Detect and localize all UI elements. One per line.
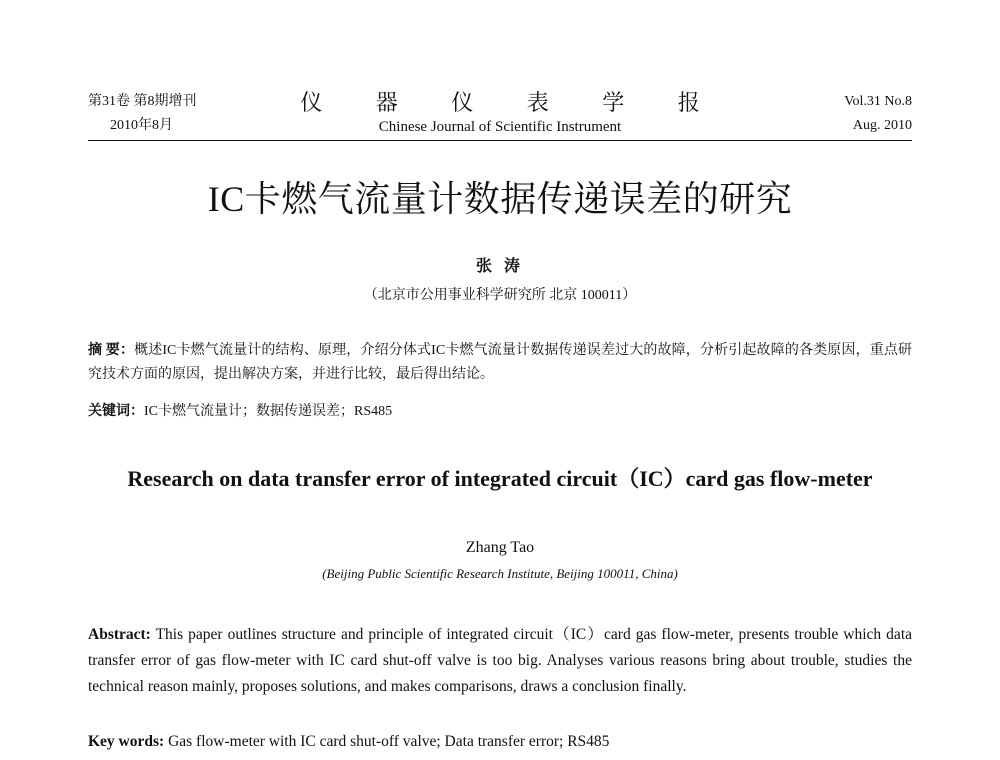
paper-title-cn: IC卡燃气流量计数据传递误差的研究 (207, 179, 793, 219)
abstract-text-en: This paper outlines structure and principle of integrated circuit（IC）card gas flow-meter, presents trouble which data transfer error of gas flow-meter with IC card shut-off valve is too big. Analyses various reasons bring about trouble, studies the technical reason mainly, proposes solutions, and makes comparisons, draws a conclusion finally. (88, 626, 912, 695)
publication-date-en: Aug. 2010 (852, 118, 912, 133)
keywords-cn (88, 401, 912, 423)
affiliation-cn: （北京市公用事业科学研究所 北京 100011） (363, 288, 637, 303)
abstract-cn (88, 339, 912, 387)
paper-title-en: Research on data transfer error of integrated circuit（IC）card gas flow-meter (127, 466, 873, 491)
journal-header (88, 90, 912, 140)
volume-issue: 第31卷 第8期增刊 (88, 94, 197, 109)
journal-name (88, 90, 912, 138)
keywords-text-cn: IC卡燃气流量计；数据传递误差；RS485 (144, 404, 393, 419)
abstract-label-cn: 摘 要： (88, 343, 135, 358)
abstract-label-en: Abstract: (88, 626, 151, 643)
affiliation-en: (Beijing Public Scientific Research Institute, Beijing 100011, China) (322, 566, 678, 581)
author-en: Zhang Tao (465, 539, 535, 556)
abstract-text-cn: 概述IC卡燃气流量计的结构、原理，介绍分体式IC卡燃气流量计数据传递误差过大的故障，分析引起故障的各类原因，重点研究技术方面的原因，提出解决方案，并进行比较，最后得出结论。 (88, 343, 913, 382)
keywords-label-en: Key words: (88, 733, 165, 750)
volume-issue-en: Vol.31 No.8 (844, 94, 912, 109)
keywords-label-cn: 关键词： (88, 404, 144, 419)
journal-name-cn: 仪 器 仪 表 学 报 (300, 90, 724, 115)
volume-info-en (844, 90, 912, 138)
author-cn: 张 涛 (475, 258, 524, 275)
journal-name-en: Chinese Journal of Scientific Instrument (378, 119, 622, 135)
header-rule (88, 140, 912, 141)
abstract-en (88, 622, 912, 700)
keywords-en (88, 730, 912, 754)
publication-date-cn: 2010年8月 (110, 118, 173, 133)
keywords-text-en: Gas flow-meter with IC card shut-off valve; Data transfer error; RS485 (164, 733, 610, 750)
